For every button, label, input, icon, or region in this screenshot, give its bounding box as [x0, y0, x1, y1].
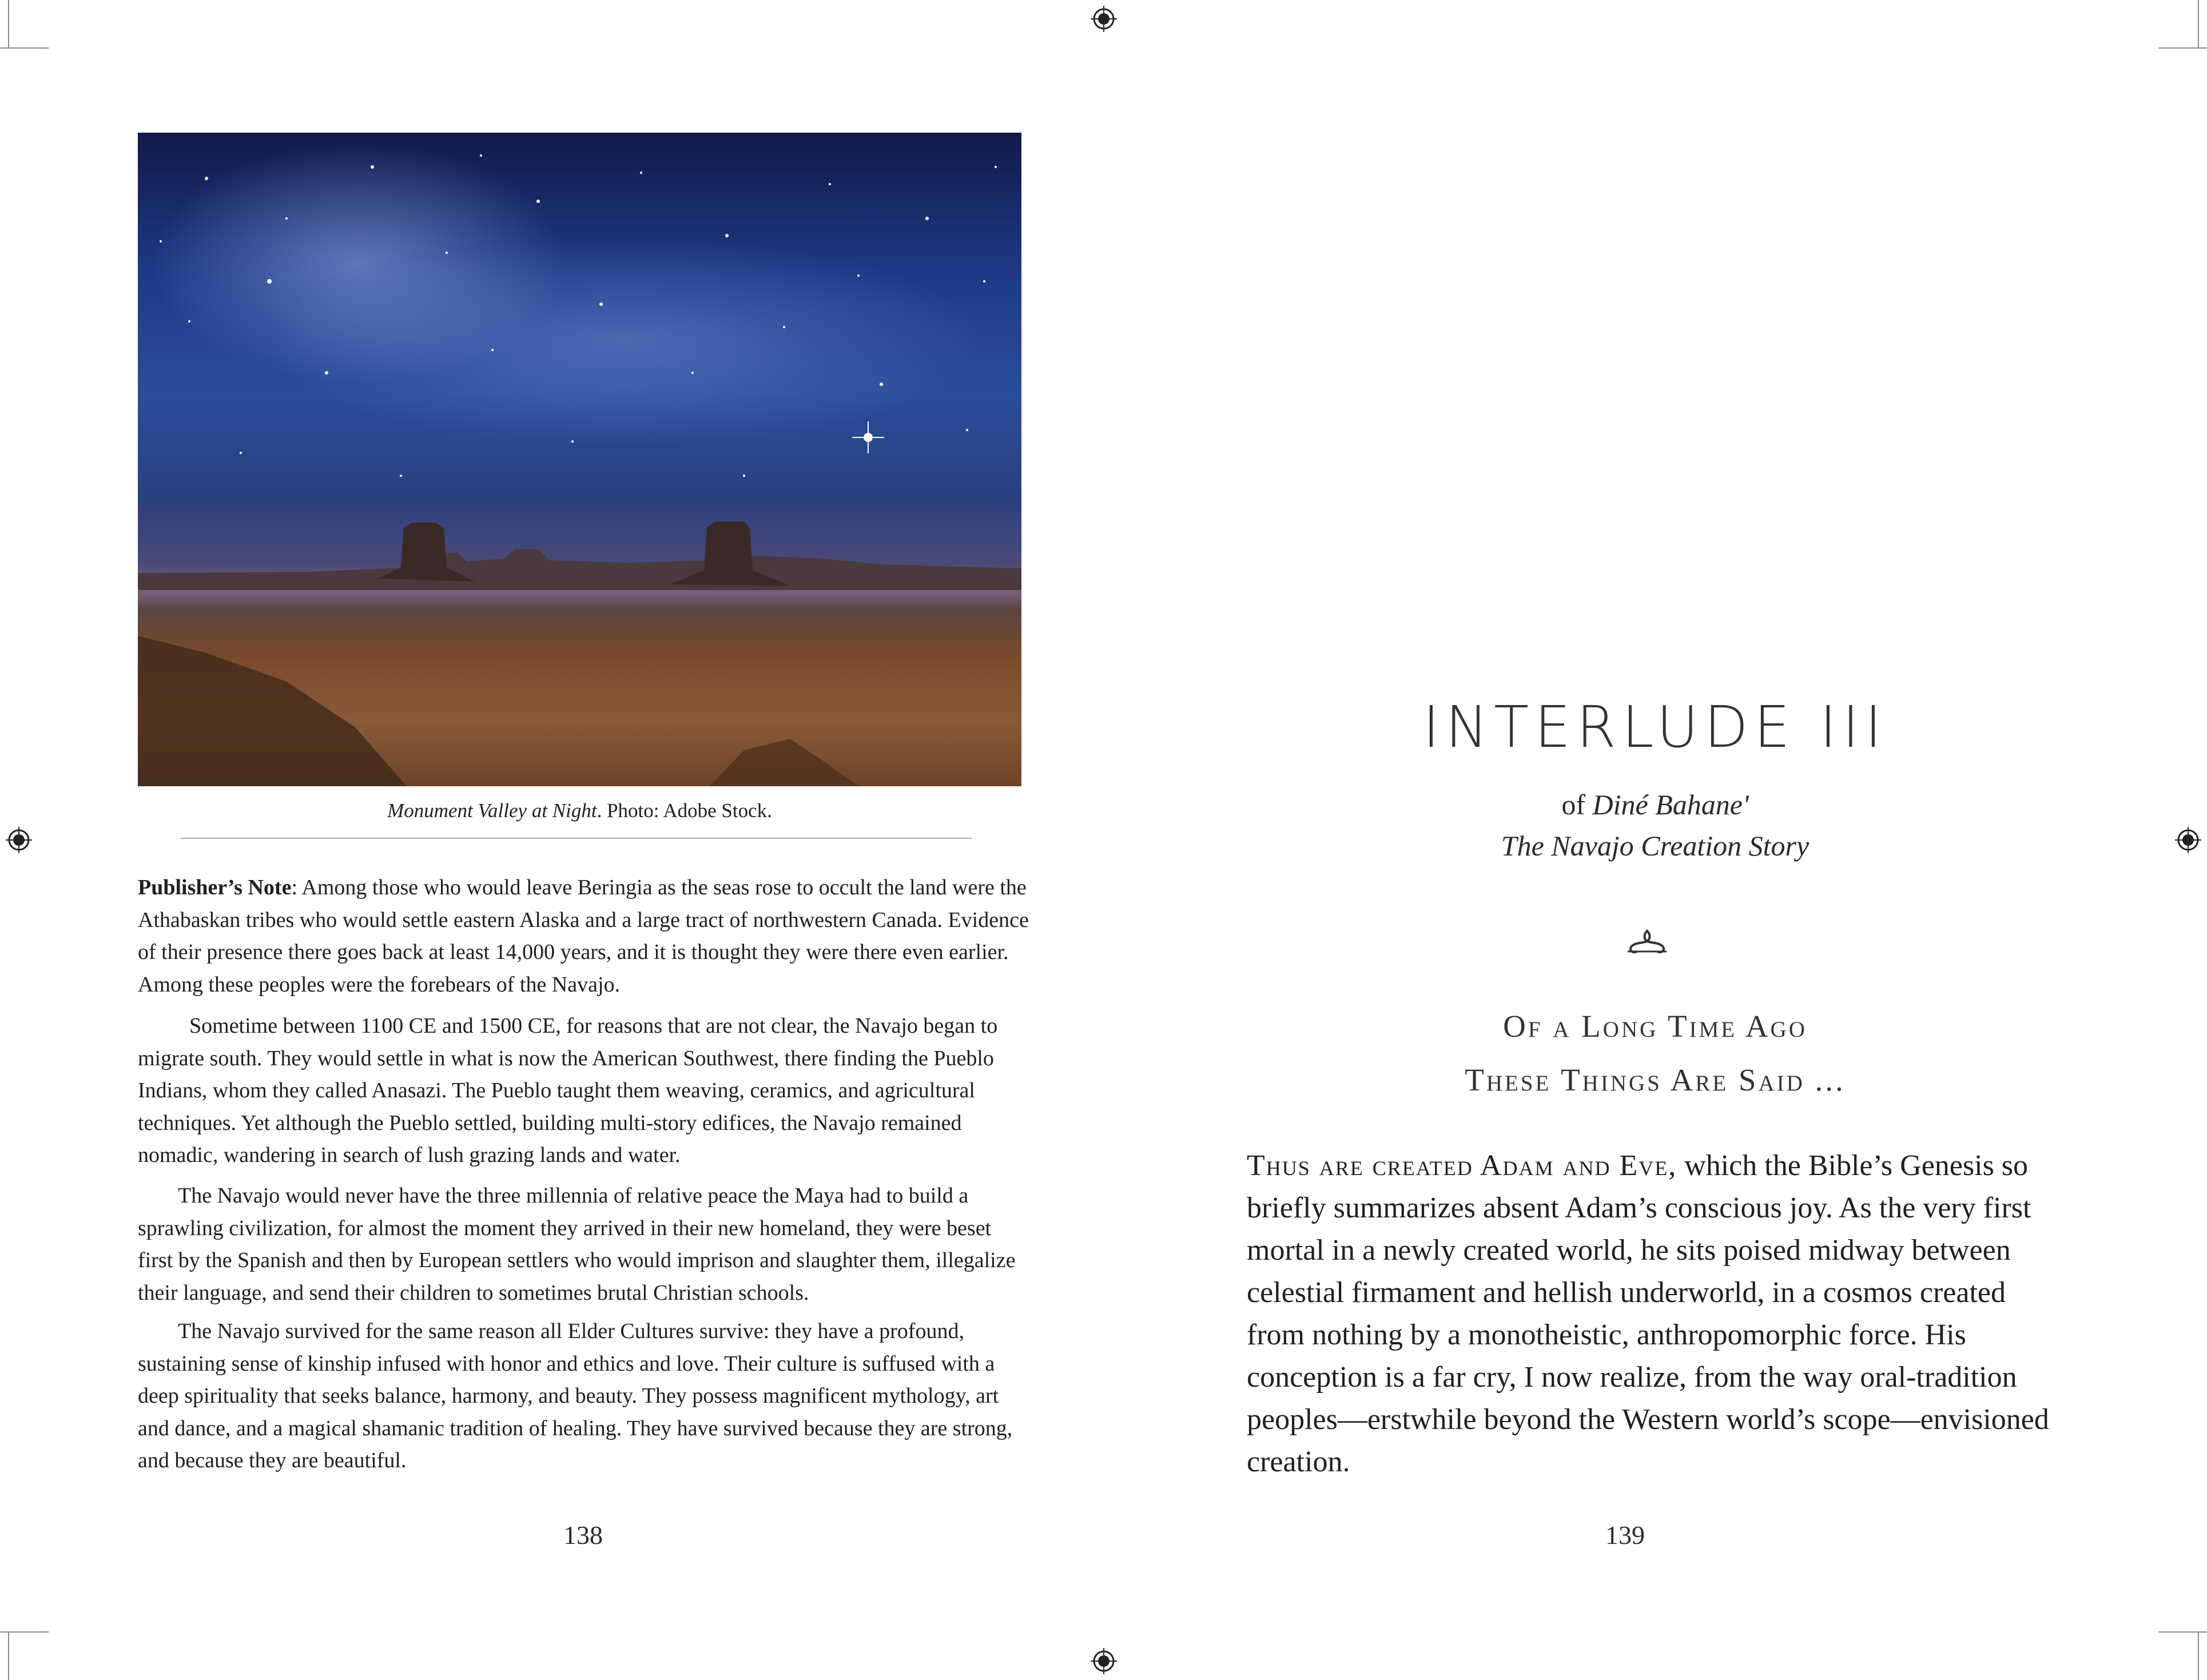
subtitle-title: Diné Bahane': [1592, 789, 1749, 821]
subtitle-line-1: [1103, 788, 2207, 821]
note-label: Publisher’s Note: [138, 875, 292, 899]
monument-valley-photo: [138, 133, 1021, 786]
section-title-line-1: Of a Long Time Ago: [1503, 1009, 1807, 1044]
page-number-left: 138: [563, 1520, 603, 1550]
section-title-line-2: These Things Are Said ...: [1465, 1062, 1846, 1097]
narrative-lead: Thus are created Adam and Eve,: [1247, 1149, 1677, 1182]
note-text-1: : Among those who would leave Beringia as the seas rose to occult the land were the Athabaskan tribes who would settle eastern Alaska and a large tract of northwestern Canada. Evidence of their presence there goes back at least 14,000 years, and it is thought they were there even earlier. Among these peoples were the forebears of the Navajo.: [138, 875, 1029, 997]
left-page: [0, 0, 1103, 1680]
fleuron-ornament-icon: [1625, 926, 1669, 961]
right-page: [1103, 0, 2207, 1680]
interlude-heading: INTERLUDE III: [1422, 694, 1888, 761]
narrative-paragraph: [1247, 1145, 2059, 1483]
publishers-note-paragraph-2: Sometime between 1100 CE and 1500 CE, for reasons that are not clear, the Navajo began to migrate south. They would settle in what is now the American Southwest, there finding the Pueblo Indians, whom they called Anasazi. The Pueblo taught them weaving, ceramics, and agricultural techniques. Yet although the Pueblo settled, building multi-story edifices, the Navajo remained nomadic, wandering in search of lush grazing lands and water.: [138, 1014, 998, 1167]
caption-divider: [181, 838, 972, 839]
publishers-note-paragraph-4: The Navajo survived for the same reason all Elder Cultures survive: they have a profound, sustaining sense of kinship infused with honor and ethics and love. Their culture is suffused with a deep spirituality that seeks balance, harmony, and beauty. They possess magnificent mythology, art and dance, and a magical shamanic tradition of healing. They have survived because they are strong, and because they are beautiful.: [138, 1319, 1013, 1472]
page-number-right: 139: [1605, 1520, 1645, 1550]
subtitle-prefix: of: [1561, 789, 1593, 821]
narrative-text: which the Bible’s Genesis so briefly summarizes absent Adam’s conscious joy. As the very first mortal in a newly created world, he sits poised midway between celestial firmament and hellish underworld, in a cosmos created from nothing by a monotheistic, anthropomorphic force. His conception is a far cry, I now realize, from the way oral-tradition peoples—erstwhile beyond the Western world’s scope—envisioned creation.: [1247, 1149, 2049, 1478]
photo-caption: [138, 799, 1021, 822]
caption-credit: . Photo: Adobe Stock.: [597, 799, 772, 822]
subtitle-line-2: The Navajo Creation Story: [1501, 830, 1810, 862]
publishers-note-paragraph-1: [138, 871, 1030, 1001]
publishers-note-paragraph-3: The Navajo would never have the three millennia of relative peace the Maya had to build a sprawling civilization, for almost the moment they arrived in their new homeland, they were beset first by the Spanish and then by European settlers who would imprison and slaughter them, illegalize their language, and send their children to sometimes brutal Christian schools.: [138, 1184, 1016, 1305]
caption-title: Monument Valley at Night: [387, 799, 597, 822]
